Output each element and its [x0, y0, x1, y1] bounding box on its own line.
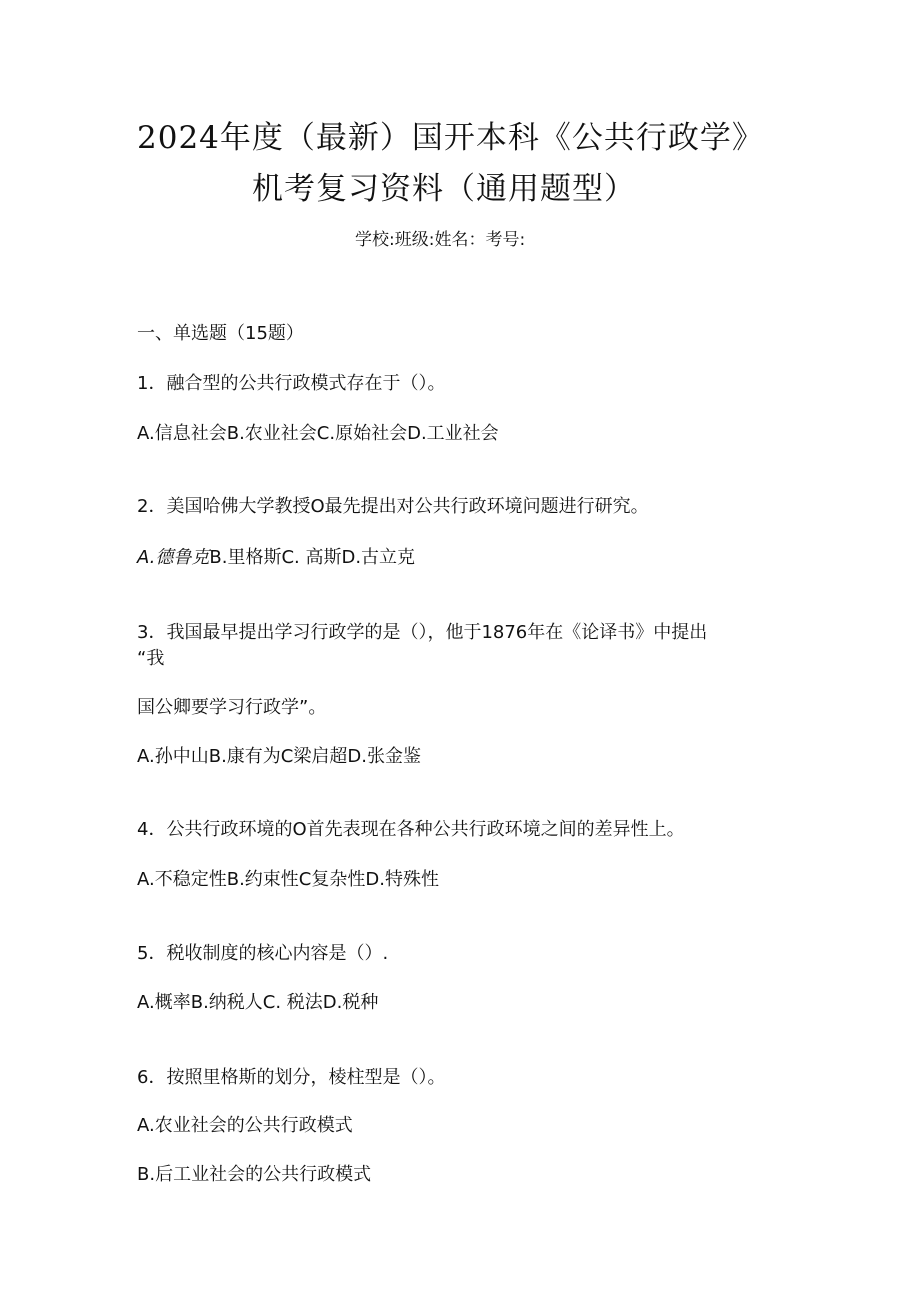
question-2-stem: 2．美国哈佛大学教授O最先提出对公共行政环境问题进行研究。 [137, 496, 649, 517]
question-1-stem: 1．融合型的公共行政模式存在于（）。 [137, 373, 446, 394]
section-heading: 一、单选题（15题） [137, 323, 304, 344]
question-2-option-a: A.德鲁克 [137, 547, 210, 568]
question-3-stem-line-1: 3．我国最早提出学习行政学的是（），他于1876年在《论译书》中提出 [137, 622, 708, 643]
question-2-options [137, 546, 415, 570]
question-6-option-a: A.农业社会的公共行政模式 [137, 1115, 353, 1136]
student-info-line: 学校:班级:姓名：考号: [355, 230, 526, 250]
question-5-stem: 5．税收制度的核心内容是（）. [137, 943, 389, 964]
question-3-stem-line-3: 国公卿要学习行政学”。 [137, 697, 327, 718]
question-1-options: A.信息社会B.农业社会C.原始社会D.工业社会 [137, 423, 499, 444]
question-6-option-b: B.后工业社会的公共行政模式 [137, 1164, 372, 1185]
question-6-stem: 6．按照里格斯的划分，棱柱型是（）。 [137, 1067, 446, 1088]
question-3-options: A.孙中山B.康有为C梁启超D.张金鉴 [137, 746, 421, 767]
document-title-line-2: 机考复习资料（通用题型） [252, 171, 636, 207]
question-4-options: A.不稳定性B.约束性C复杂性D.特殊性 [137, 869, 439, 890]
document-title-line-1: 2024年度（最新）国开本科《公共行政学》 [137, 120, 764, 156]
question-5-options: A.概率B.纳税人C. 税法D.税种 [137, 992, 379, 1013]
question-4-stem: 4．公共行政环境的O首先表现在各种公共行政环境之间的差异性上。 [137, 819, 685, 840]
question-2-options-rest: B.里格斯C. 高斯D.古立克 [209, 547, 416, 568]
question-3-stem-line-2: “我 [137, 648, 165, 669]
